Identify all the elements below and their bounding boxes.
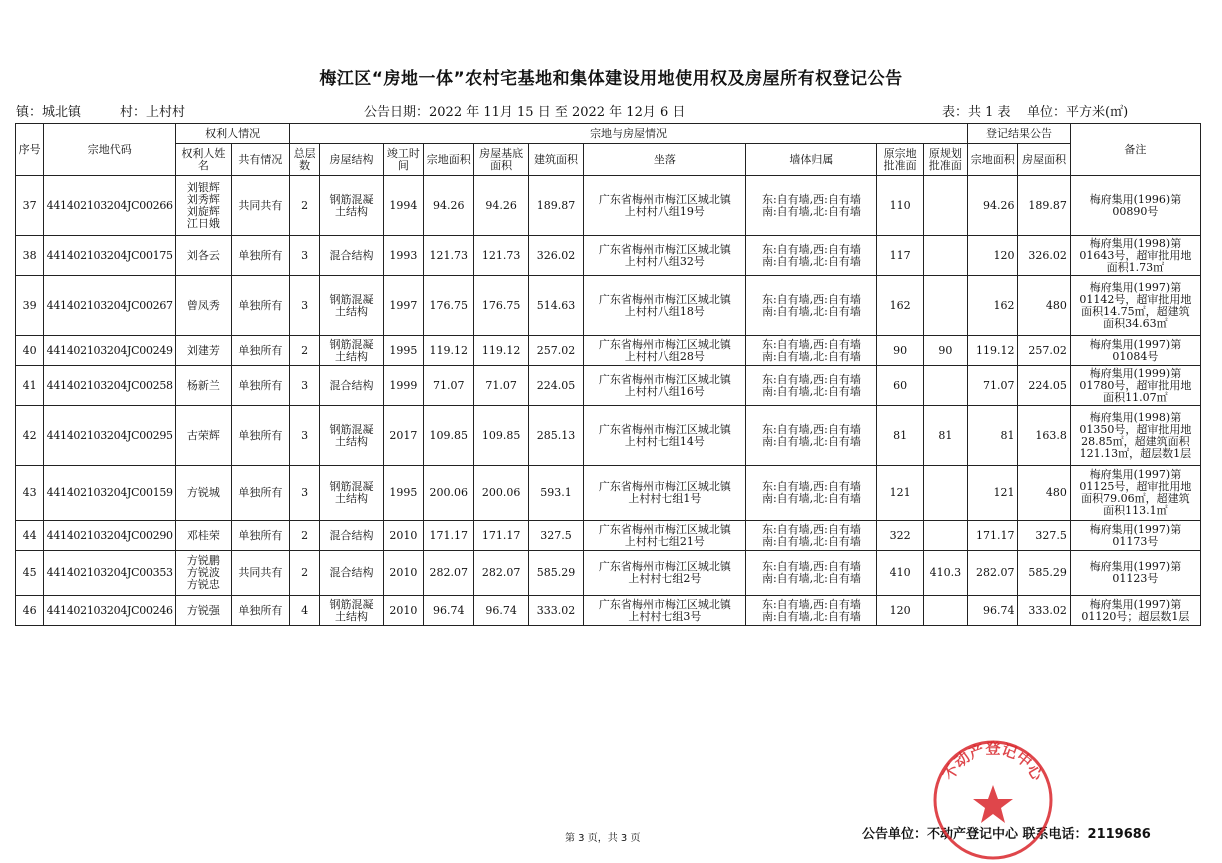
row-structure: 混合结构 [320,366,383,406]
row-orig-planned [923,521,967,551]
row-seq: 38 [16,236,44,276]
row-result-land: 121 [968,466,1018,521]
row-code: 441402103204JC00267 [44,276,176,336]
row-result-house: 189.87 [1018,176,1070,236]
row-share: 单独所有 [231,366,289,406]
row-owner: 古荣辉 [176,406,231,466]
row-base-area: 109.85 [474,406,528,466]
table-row [16,176,1201,236]
row-code: 441402103204JC00159 [44,466,176,521]
row-structure: 钢筋混凝 土结构 [320,466,383,521]
row-base-area: 119.12 [474,336,528,366]
row-base-area: 96.74 [474,596,528,626]
row-floors: 2 [290,336,320,366]
row-seq: 44 [16,521,44,551]
row-year: 1999 [383,366,423,406]
row-floors: 2 [290,176,320,236]
row-remark: 梅府集用(1996)第 00890号 [1070,176,1200,236]
row-orig-planned: 81 [923,406,967,466]
row-code: 441402103204JC00353 [44,551,176,596]
row-location: 广东省梅州市梅江区城北镇 上村村七组14号 [584,406,746,466]
row-code: 441402103204JC00249 [44,336,176,366]
row-orig-planned: 410.3 [923,551,967,596]
header-parcel-group: 宗地与房屋情况 [290,124,968,144]
row-code: 441402103204JC00246 [44,596,176,626]
row-wall: 东:自有墙,西:自有墙 南:自有墙,北:自有墙 [746,176,877,236]
row-wall: 东:自有墙,西:自有墙 南:自有墙,北:自有墙 [746,521,877,551]
row-floors: 3 [290,276,320,336]
row-code: 441402103204JC00175 [44,236,176,276]
row-orig-planned: 90 [923,336,967,366]
row-result-house: 480 [1018,276,1070,336]
town-label: 镇：城北镇 [16,105,82,120]
row-year: 1993 [383,236,423,276]
row-floors: 3 [290,366,320,406]
row-owner: 方锐强 [176,596,231,626]
table-row [16,551,1201,596]
row-result-house: 326.02 [1018,236,1070,276]
row-year: 1995 [383,336,423,366]
row-floors: 3 [290,236,320,276]
village-label: 村：上村村 [120,105,186,120]
header-land-area: 宗地面积 [424,144,474,176]
header-build-area: 建筑面积 [528,144,583,176]
row-floors: 3 [290,466,320,521]
row-owner: 杨新兰 [176,366,231,406]
row-code: 441402103204JC00290 [44,521,176,551]
table-body [16,176,1201,626]
row-owner: 方锐鹏 方锐波 方锐忠 [176,551,231,596]
row-remark: 梅府集用(1998)第 01643号，超审批用地 面积1.73㎡ [1070,236,1200,276]
row-location: 广东省梅州市梅江区城北镇 上村村八组19号 [584,176,746,236]
header-code: 宗地代码 [44,124,176,176]
header-completed: 竣工时间 [383,144,423,176]
row-location: 广东省梅州市梅江区城北镇 上村村七组1号 [584,466,746,521]
row-year: 1994 [383,176,423,236]
row-remark: 梅府集用(1997)第 01173号 [1070,521,1200,551]
row-year: 2010 [383,551,423,596]
row-seq: 45 [16,551,44,596]
row-location: 广东省梅州市梅江区城北镇 上村村七组3号 [584,596,746,626]
row-seq: 43 [16,466,44,521]
row-remark: 梅府集用(1997)第 01123号 [1070,551,1200,596]
row-result-land: 94.26 [968,176,1018,236]
svg-text:不动产登记中心: 不动产登记中心 [939,739,1047,784]
header-location: 坐落 [584,144,746,176]
registration-table [15,123,1201,626]
row-location: 广东省梅州市梅江区城北镇 上村村八组16号 [584,366,746,406]
row-orig-approved: 110 [877,176,923,236]
row-owner: 刘各云 [176,236,231,276]
row-seq: 41 [16,366,44,406]
row-location: 广东省梅州市梅江区城北镇 上村村八组18号 [584,276,746,336]
row-remark: 梅府集用(1999)第 01780号，超审批用地 面积11.07㎡ [1070,366,1200,406]
row-result-land: 162 [968,276,1018,336]
header-remark: 备注 [1070,124,1200,176]
row-year: 2010 [383,596,423,626]
row-owner: 方锐城 [176,466,231,521]
row-orig-approved: 162 [877,276,923,336]
row-base-area: 94.26 [474,176,528,236]
row-remark: 梅府集用(1997)第 01125号，超审批用地 面积79.06㎡，超建筑 面积113.1㎡ [1070,466,1200,521]
header-share: 共有情况 [231,144,289,176]
row-land-area: 176.75 [424,276,474,336]
header-seq: 序号 [16,124,44,176]
row-orig-planned [923,276,967,336]
row-result-house: 257.02 [1018,336,1070,366]
row-orig-planned [923,176,967,236]
row-code: 441402103204JC00295 [44,406,176,466]
row-land-area: 71.07 [424,366,474,406]
row-orig-approved: 322 [877,521,923,551]
row-build-area: 327.5 [528,521,583,551]
announcement-title: 梅江区“房地一体”农村宅基地和集体建设用地使用权及房屋所有权登记公告 [319,69,903,89]
row-result-land: 71.07 [968,366,1018,406]
row-build-area: 285.13 [528,406,583,466]
row-owner: 曾凤秀 [176,276,231,336]
table-row [16,236,1201,276]
table-row [16,406,1201,466]
table-row [16,521,1201,551]
row-seq: 46 [16,596,44,626]
row-year: 2010 [383,521,423,551]
row-structure: 钢筋混凝 土结构 [320,336,383,366]
row-land-area: 109.85 [424,406,474,466]
header-result-land: 宗地面积 [968,144,1018,176]
row-base-area: 282.07 [474,551,528,596]
row-year: 1995 [383,466,423,521]
row-location: 广东省梅州市梅江区城北镇 上村村七组2号 [584,551,746,596]
announcement-date: 公告日期：2022 年 11月 15 日 至 2022 年 12月 6 日 [364,105,686,120]
row-owner: 刘建芳 [176,336,231,366]
row-share: 共同共有 [231,551,289,596]
table-row [16,366,1201,406]
row-build-area: 189.87 [528,176,583,236]
row-seq: 40 [16,336,44,366]
row-structure: 钢筋混凝 土结构 [320,596,383,626]
row-orig-approved: 90 [877,336,923,366]
row-owner: 刘银辉 刘秀辉 刘旋辉 江日娥 [176,176,231,236]
row-base-area: 171.17 [474,521,528,551]
row-location: 广东省梅州市梅江区城北镇 上村村八组32号 [584,236,746,276]
row-base-area: 176.75 [474,276,528,336]
header-base-area: 房屋基底面积 [474,144,528,176]
table-row [16,276,1201,336]
row-orig-approved: 81 [877,406,923,466]
header-orig-planned: 原规划批准面 [923,144,967,176]
row-share: 单独所有 [231,406,289,466]
table-row [16,466,1201,521]
row-land-area: 282.07 [424,551,474,596]
row-remark: 梅府集用(1997)第 01120号；超层数1层 [1070,596,1200,626]
row-build-area: 514.63 [528,276,583,336]
row-wall: 东:自有墙,西:自有墙 南:自有墙,北:自有墙 [746,366,877,406]
row-structure: 钢筋混凝 土结构 [320,406,383,466]
row-seq: 39 [16,276,44,336]
header-orig-approved: 原宗地批准面 [877,144,923,176]
row-wall: 东:自有墙,西:自有墙 南:自有墙,北:自有墙 [746,406,877,466]
row-location: 广东省梅州市梅江区城北镇 上村村八组28号 [584,336,746,366]
row-land-area: 94.26 [424,176,474,236]
row-share: 单独所有 [231,276,289,336]
row-result-house: 224.05 [1018,366,1070,406]
row-orig-planned [923,236,967,276]
row-orig-approved: 410 [877,551,923,596]
row-result-land: 282.07 [968,551,1018,596]
row-land-area: 171.17 [424,521,474,551]
row-structure: 混合结构 [320,236,383,276]
header-wall: 墙体归属 [746,144,877,176]
row-structure: 钢筋混凝 土结构 [320,276,383,336]
header-rights-group: 权利人情况 [176,124,290,144]
table-row [16,596,1201,626]
row-wall: 东:自有墙,西:自有墙 南:自有墙,北:自有墙 [746,236,877,276]
row-build-area: 224.05 [528,366,583,406]
row-owner: 邓桂荣 [176,521,231,551]
row-build-area: 257.02 [528,336,583,366]
row-wall: 东:自有墙,西:自有墙 南:自有墙,北:自有墙 [746,276,877,336]
row-remark: 梅府集用(1997)第 01084号 [1070,336,1200,366]
row-build-area: 585.29 [528,551,583,596]
row-floors: 2 [290,551,320,596]
row-result-house: 163.8 [1018,406,1070,466]
row-orig-planned [923,466,967,521]
header-floors: 总层数 [290,144,320,176]
row-result-house: 585.29 [1018,551,1070,596]
row-code: 441402103204JC00258 [44,366,176,406]
row-build-area: 333.02 [528,596,583,626]
row-share: 单独所有 [231,466,289,521]
row-share: 单独所有 [231,521,289,551]
row-structure: 混合结构 [320,521,383,551]
row-share: 单独所有 [231,336,289,366]
row-build-area: 326.02 [528,236,583,276]
row-structure: 钢筋混凝 土结构 [320,176,383,236]
row-result-land: 96.74 [968,596,1018,626]
row-orig-planned [923,366,967,406]
row-result-land: 171.17 [968,521,1018,551]
row-wall: 东:自有墙,西:自有墙 南:自有墙,北:自有墙 [746,336,877,366]
row-year: 2017 [383,406,423,466]
header-result-group: 登记结果公告 [968,124,1071,144]
row-base-area: 200.06 [474,466,528,521]
publisher-contact: 公告单位：不动产登记中心 联系电话：2119686 [862,827,1151,842]
row-orig-approved: 117 [877,236,923,276]
row-wall: 东:自有墙,西:自有墙 南:自有墙,北:自有墙 [746,596,877,626]
row-share: 单独所有 [231,236,289,276]
table-count: 表：共 1 表 [942,105,1011,120]
row-orig-approved: 121 [877,466,923,521]
row-year: 1997 [383,276,423,336]
row-seq: 42 [16,406,44,466]
row-result-land: 120 [968,236,1018,276]
row-orig-planned [923,596,967,626]
row-wall: 东:自有墙,西:自有墙 南:自有墙,北:自有墙 [746,466,877,521]
row-floors: 2 [290,521,320,551]
header-owner-name: 权利人姓名 [176,144,231,176]
row-result-house: 333.02 [1018,596,1070,626]
row-remark: 梅府集用(1998)第 01350号，超审批用地 28.85㎡，超建筑面积 121.13㎡，超层数1层 [1070,406,1200,466]
row-orig-approved: 60 [877,366,923,406]
official-seal-icon [930,737,1056,863]
row-base-area: 71.07 [474,366,528,406]
row-code: 441402103204JC00266 [44,176,176,236]
row-floors: 4 [290,596,320,626]
row-share: 共同共有 [231,176,289,236]
row-location: 广东省梅州市梅江区城北镇 上村村七组21号 [584,521,746,551]
row-land-area: 96.74 [424,596,474,626]
row-result-land: 119.12 [968,336,1018,366]
row-build-area: 593.1 [528,466,583,521]
row-structure: 混合结构 [320,551,383,596]
row-result-house: 327.5 [1018,521,1070,551]
row-floors: 3 [290,406,320,466]
header-structure: 房屋结构 [320,144,383,176]
row-orig-approved: 120 [877,596,923,626]
row-land-area: 200.06 [424,466,474,521]
row-wall: 东:自有墙,西:自有墙 南:自有墙,北:自有墙 [746,551,877,596]
row-remark: 梅府集用(1997)第 01142号，超审批用地 面积14.75㎡，超建筑 面积34.63㎡ [1070,276,1200,336]
row-base-area: 121.73 [474,236,528,276]
row-result-house: 480 [1018,466,1070,521]
page-number: 第 3 页，共 3 页 [565,833,641,844]
header-result-house: 房屋面积 [1018,144,1070,176]
unit-label: 单位：平方米(㎡) [1027,105,1129,120]
row-land-area: 121.73 [424,236,474,276]
row-share: 单独所有 [231,596,289,626]
row-seq: 37 [16,176,44,236]
row-land-area: 119.12 [424,336,474,366]
row-result-land: 81 [968,406,1018,466]
table-row [16,336,1201,366]
